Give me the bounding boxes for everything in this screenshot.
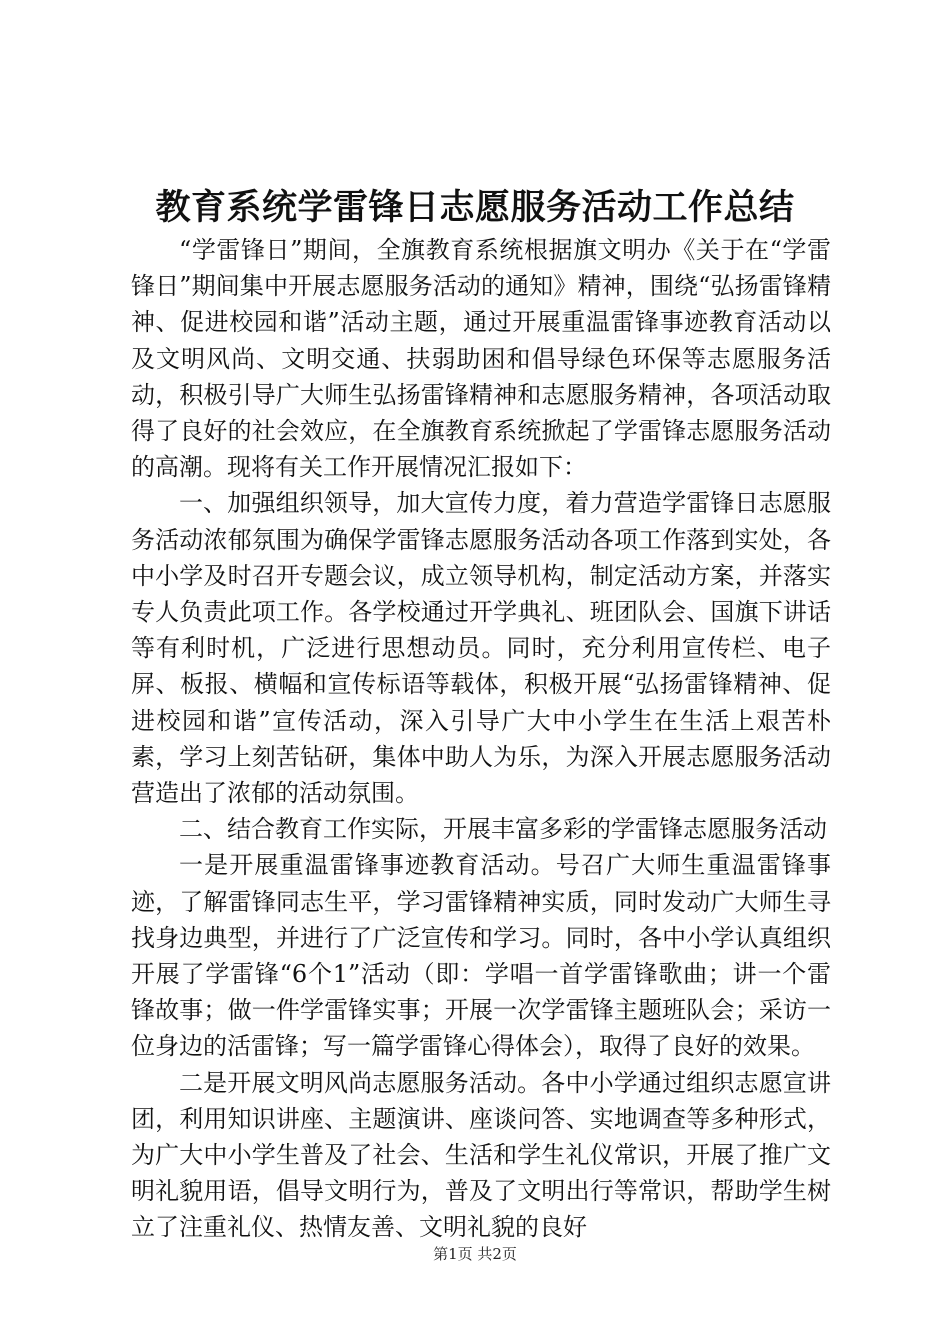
paragraph-item-two: 二是开展文明风尚志愿服务活动。各中小学通过组织志愿宣讲团，利用知识讲座、主题演讲、座谈问答、实地调查等多种形式，为广大中小学生普及了社会、生活和学生礼仪常识，开展了推广文明礼貌用语，倡导文明行为，普及了文明出行等常识，帮助学生树立了注重礼仪、热情友善、文明礼貌的良好 [131, 1068, 831, 1242]
paragraph-section-one: 一、加强组织领导，加大宣传力度，着力营造学雷锋日志愿服务活动浓郁氛围为确保学雷锋志愿服务活动各项工作落到实处，各中小学及时召开专题会议，成立领导机构，制定活动方案，并落实专人负责此项工作。各学校通过开学典礼、班团队会、国旗下讲话等有利时机，广泛进行思想动员。同时，充分利用宣传栏、电子屏、板报、横幅和宣传标语等载体，积极开展“弘扬雷锋精神、促进校园和谐”宣传活动，深入引导广大中小学生在生活上艰苦朴素，学习上刻苦钻研，集体中助人为乐，为深入开展志愿服务活动营造出了浓郁的活动氛围。 [131, 489, 831, 808]
paragraph-section-two-heading: 二、结合教育工作实际，开展丰富多彩的学雷锋志愿服务活动 [179, 815, 827, 844]
document-body [131, 232, 831, 1246]
page-title: 教育系统学雷锋日志愿服务活动工作总结 [155, 188, 795, 228]
paragraph-intro: “学雷锋日”期间，全旗教育系统根据旗文明办《关于在“学雷锋日”期间集中开展志愿服务活动的通知》精神，围绕“弘扬雷锋精神、促进校园和谐”活动主题，通过开展重温雷锋事迹教育活动以及文明风尚、文明交通、扶弱助困和倡导绿色环保等志愿服务活动，积极引导广大师生弘扬雷锋精神和志愿服务精神，各项活动取得了良好的社会效应，在全旗教育系统掀起了学雷锋志愿服务活动的高潮。现将有关工作开展情况汇报如下： [131, 236, 831, 482]
page-footer: 第1页 共2页 [433, 1245, 517, 1263]
paragraph-item-one: 一是开展重温雷锋事迹教育活动。号召广大师生重温雷锋事迹，了解雷锋同志生平，学习雷锋精神实质，同时发动广大师生寻找身边典型，并进行了广泛宣传和学习。同时，各中小学认真组织开展了学雷锋“6个1”活动（即：学唱一首学雷锋歌曲；讲一个雷锋故事；做一件学雷锋实事；开展一次学雷锋主题班队会；采访一位身边的活雷锋；写一篇学雷锋心得体会），取得了良好的效果。 [131, 851, 831, 1061]
